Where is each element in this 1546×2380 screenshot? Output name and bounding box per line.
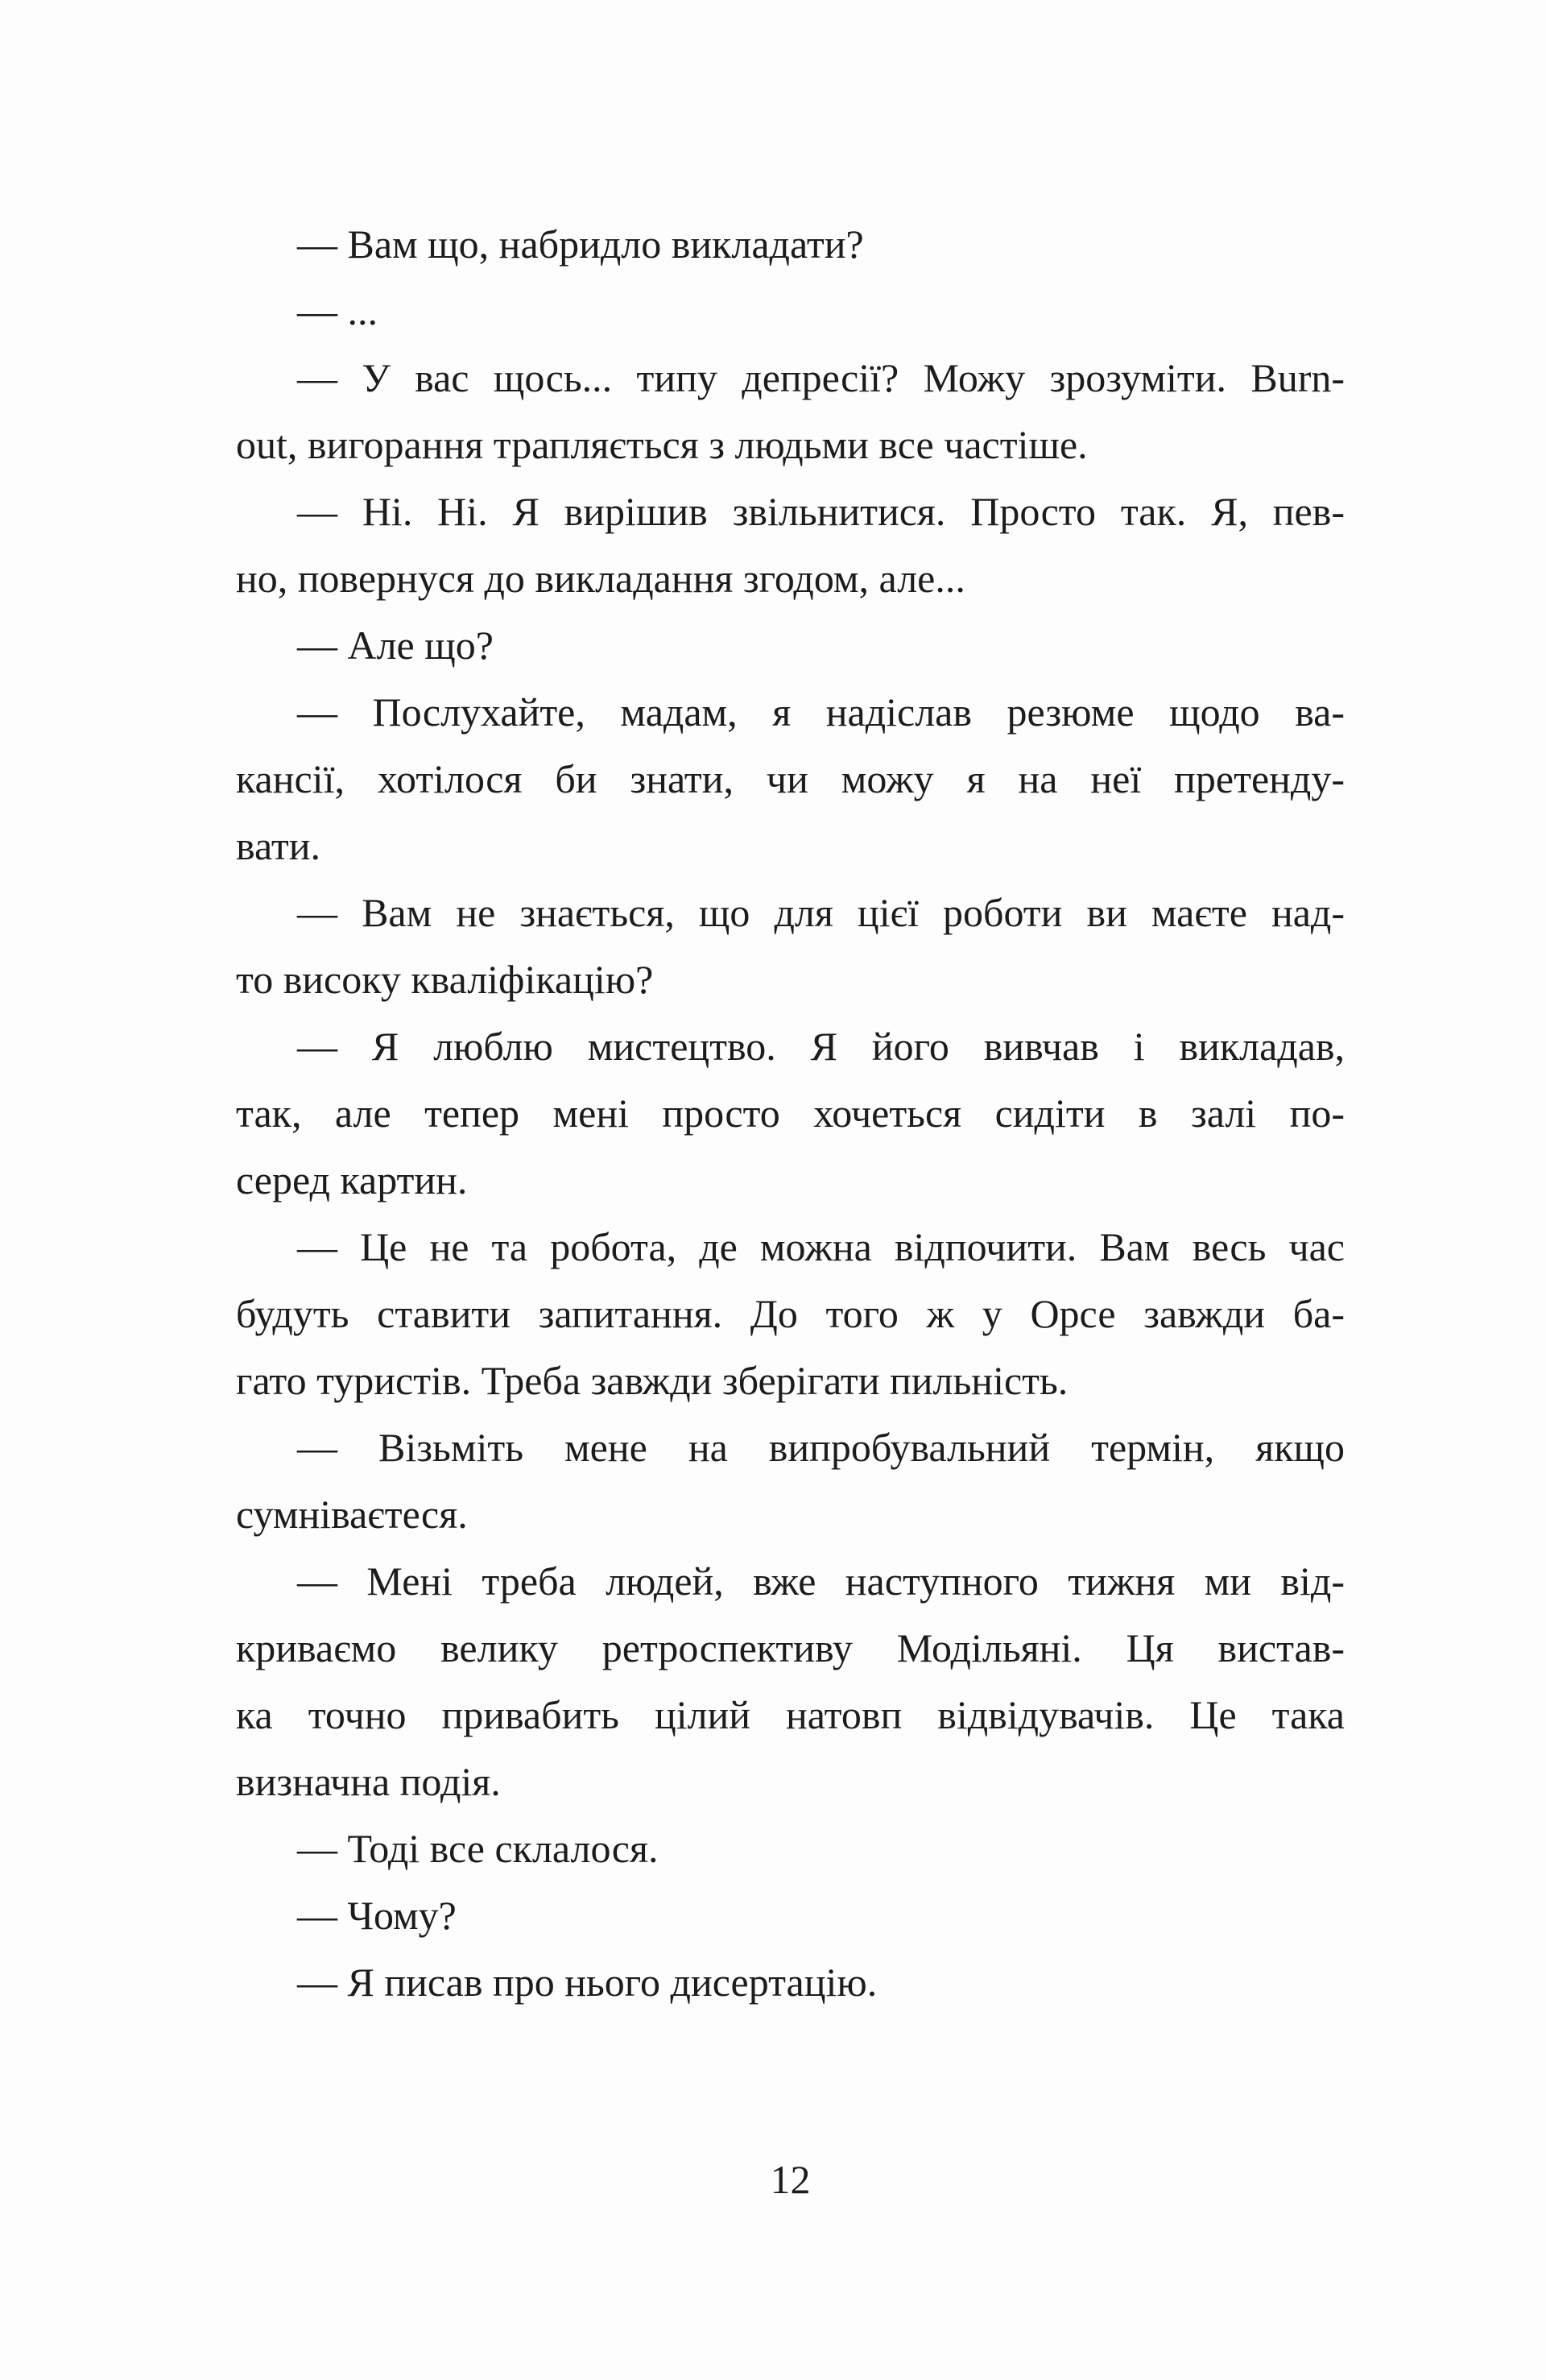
- text-line: так, але тепер мені просто хочеться сидіти в залі по-: [236, 1091, 1345, 1136]
- text-line: — Це не та робота, де можна відпочити. Вам весь час: [297, 1224, 1345, 1269]
- text-line: — Я люблю мистецтво. Я його вивчав і викладав,: [297, 1024, 1345, 1069]
- text-line: гато туристів. Треба завжди зберігати пильність.: [236, 1358, 1069, 1403]
- text-line: — Візьміть мене на випробувальний термін, якщо: [297, 1425, 1345, 1470]
- dialogue-text-block: [236, 211, 1345, 2016]
- text-line: — Мені треба людей, вже наступного тижня ми від-: [297, 1558, 1345, 1604]
- text-line: — Чому?: [297, 1893, 457, 1938]
- text-line: — У вас щось... типу депресії? Можу зрозуміти. Burn-: [297, 355, 1345, 400]
- text-line: ка точно привабить цілий натовп відвідувачів. Це така: [236, 1692, 1345, 1737]
- page-number: 12: [770, 2157, 811, 2202]
- text-line: сумніваєтеся.: [236, 1492, 468, 1537]
- text-line: out, вигорання трапляється з людьми все частіше.: [236, 422, 1088, 467]
- text-line: — ...: [297, 288, 378, 333]
- text-line: — Тоді все склалося.: [297, 1826, 659, 1871]
- text-line: — Послухайте, мадам, я надіслав резюме щодо ва-: [297, 689, 1345, 735]
- text-line: — Вам що, набридло викладати?: [297, 221, 864, 267]
- text-line: будуть ставити запитання. До того ж у Орсе завжди ба-: [236, 1291, 1345, 1336]
- text-line: — Я писав про нього дисертацію.: [297, 1960, 878, 2005]
- text-line: — Вам не знається, що для цієї роботи ви маєте над-: [297, 890, 1345, 935]
- text-line: — Ні. Ні. Я вирішив звільнитися. Просто так. Я, пев-: [297, 489, 1345, 534]
- text-line: то високу кваліфікацію?: [236, 957, 654, 1002]
- text-line: серед картин.: [236, 1157, 468, 1202]
- text-line: вати.: [236, 823, 320, 868]
- text-line: но, повернуся до викладання згодом, але...: [236, 556, 965, 601]
- text-line: — Але що?: [297, 623, 494, 668]
- text-line: кансії, хотілося би знати, чи можу я на неї претенду-: [236, 756, 1345, 801]
- text-line: криваємо велику ретроспективу Модільяні. Ця вистав-: [236, 1625, 1345, 1670]
- text-line: визначна подія.: [236, 1759, 501, 1804]
